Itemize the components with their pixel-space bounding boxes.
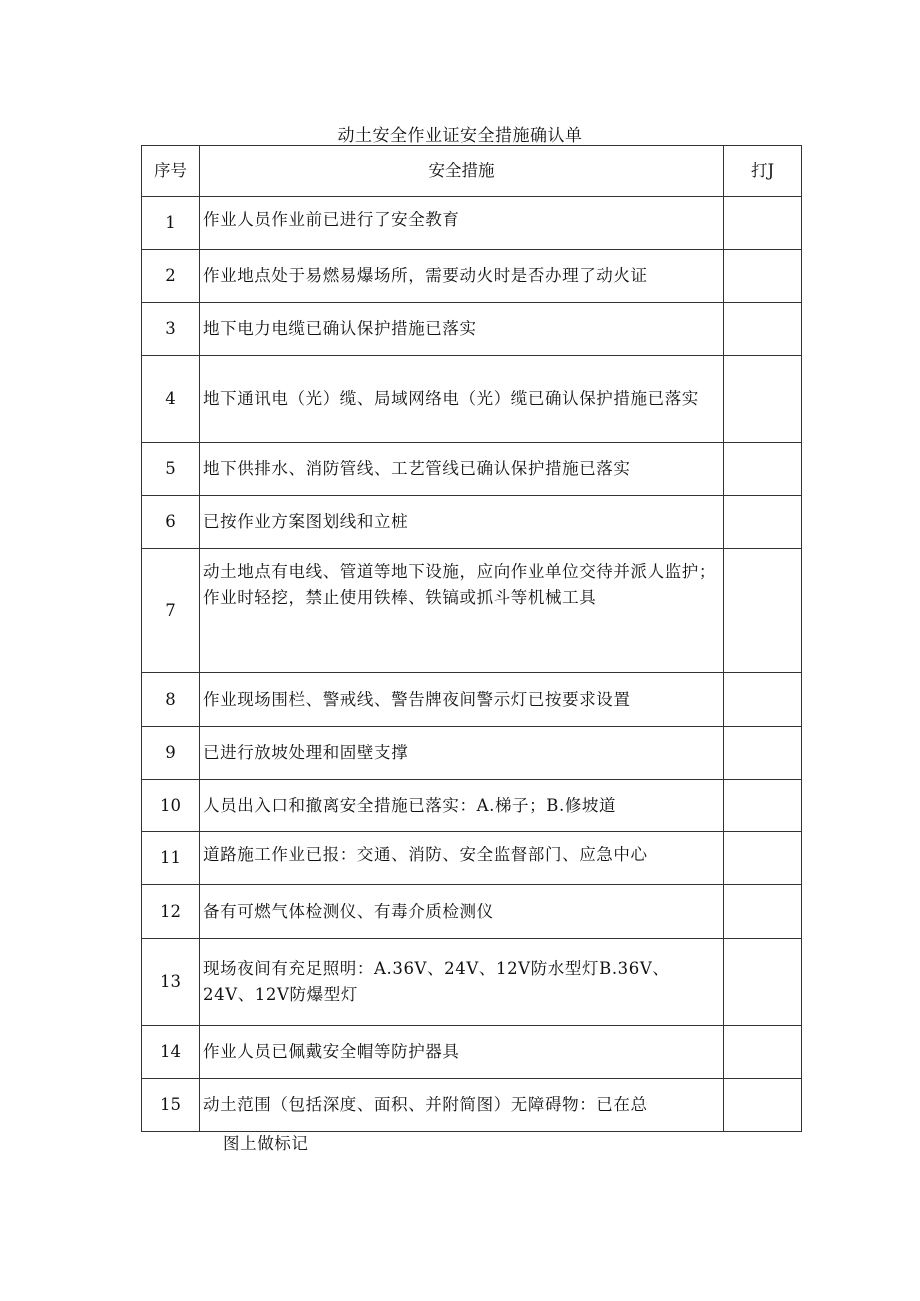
- row-number: 5: [142, 443, 200, 496]
- measure-text: 作业现场围栏、警戒线、警告牌夜间警示灯已按要求设置: [200, 673, 724, 727]
- table-row: [142, 549, 802, 673]
- check-cell[interactable]: [724, 356, 802, 443]
- header-no: 序号: [142, 146, 200, 197]
- check-cell[interactable]: [724, 727, 802, 780]
- row-number: 11: [142, 832, 200, 885]
- row-number: 9: [142, 727, 200, 780]
- table-row: [142, 197, 802, 250]
- row-number: 1: [142, 197, 200, 250]
- table-row: [142, 832, 802, 885]
- table-row: [142, 780, 802, 832]
- row-number: 15: [142, 1079, 200, 1132]
- table-row: [142, 443, 802, 496]
- measure-text: 道路施工作业已报：交通、消防、安全监督部门、应急中心: [200, 832, 724, 885]
- measure-text: 已按作业方案图划线和立桩: [200, 496, 724, 549]
- check-cell[interactable]: [724, 443, 802, 496]
- header-measure: 安全措施: [200, 146, 724, 197]
- row-number: 14: [142, 1026, 200, 1079]
- row-number: 12: [142, 885, 200, 939]
- measure-text: 地下供排水、消防管线、工艺管线已确认保护措施已落实: [200, 443, 724, 496]
- measure-text: 动土范围（包括深度、面积、并附简图）无障碍物：已在总: [200, 1079, 724, 1132]
- check-cell[interactable]: [724, 250, 802, 303]
- check-cell[interactable]: [724, 1026, 802, 1079]
- safety-measures-table: [141, 145, 802, 1132]
- measure-text: 现场夜间有充足照明：A.36V、24V、12V防水型灯B.36V、24V、12V防爆型灯: [200, 939, 724, 1026]
- check-cell[interactable]: [724, 832, 802, 885]
- check-cell[interactable]: [724, 780, 802, 832]
- row-number: 8: [142, 673, 200, 727]
- table-row: [142, 727, 802, 780]
- check-cell[interactable]: [724, 939, 802, 1026]
- row-number: 10: [142, 780, 200, 832]
- continuation-text: 图上做标记: [223, 1134, 309, 1153]
- table-row: [142, 250, 802, 303]
- table-header-row: [142, 146, 802, 197]
- table-row: [142, 939, 802, 1026]
- measure-text: 动土地点有电线、管道等地下设施，应向作业单位交待并派人监护；作业时轻挖，禁止使用铁棒、铁镐或抓斗等机械工具: [200, 549, 724, 673]
- check-cell[interactable]: [724, 885, 802, 939]
- table-row: [142, 885, 802, 939]
- measure-text: 人员出入口和撤离安全措施已落实：A.梯子；B.修坡道: [200, 780, 724, 832]
- check-cell[interactable]: [724, 673, 802, 727]
- check-cell[interactable]: [724, 303, 802, 356]
- measure-text: 已进行放坡处理和固壁支撑: [200, 727, 724, 780]
- table-row: [142, 496, 802, 549]
- check-cell[interactable]: [724, 197, 802, 250]
- table-row: [142, 303, 802, 356]
- table-row: [142, 356, 802, 443]
- table-row: [142, 673, 802, 727]
- row-number: 13: [142, 939, 200, 1026]
- table-row: [142, 1026, 802, 1079]
- measure-text: 地下通讯电（光）缆、局域网络电（光）缆已确认保护措施已落实: [200, 356, 724, 443]
- check-cell[interactable]: [724, 496, 802, 549]
- header-check: 打J: [724, 146, 802, 197]
- row-number: 7: [142, 549, 200, 673]
- row-number: 2: [142, 250, 200, 303]
- measure-text: 作业地点处于易燃易爆场所，需要动火时是否办理了动火证: [200, 250, 724, 303]
- table-row: [142, 1079, 802, 1132]
- measure-text: 地下电力电缆已确认保护措施已落实: [200, 303, 724, 356]
- check-cell[interactable]: [724, 549, 802, 673]
- check-cell[interactable]: [724, 1079, 802, 1132]
- document-title: 动土安全作业证安全措施确认单: [337, 126, 583, 146]
- row-number: 6: [142, 496, 200, 549]
- row-number: 3: [142, 303, 200, 356]
- measure-text: 作业人员作业前已进行了安全教育: [200, 197, 724, 250]
- row-number: 4: [142, 356, 200, 443]
- measure-text: 作业人员已佩戴安全帽等防护器具: [200, 1026, 724, 1079]
- measure-text: 备有可燃气体检测仪、有毒介质检测仪: [200, 885, 724, 939]
